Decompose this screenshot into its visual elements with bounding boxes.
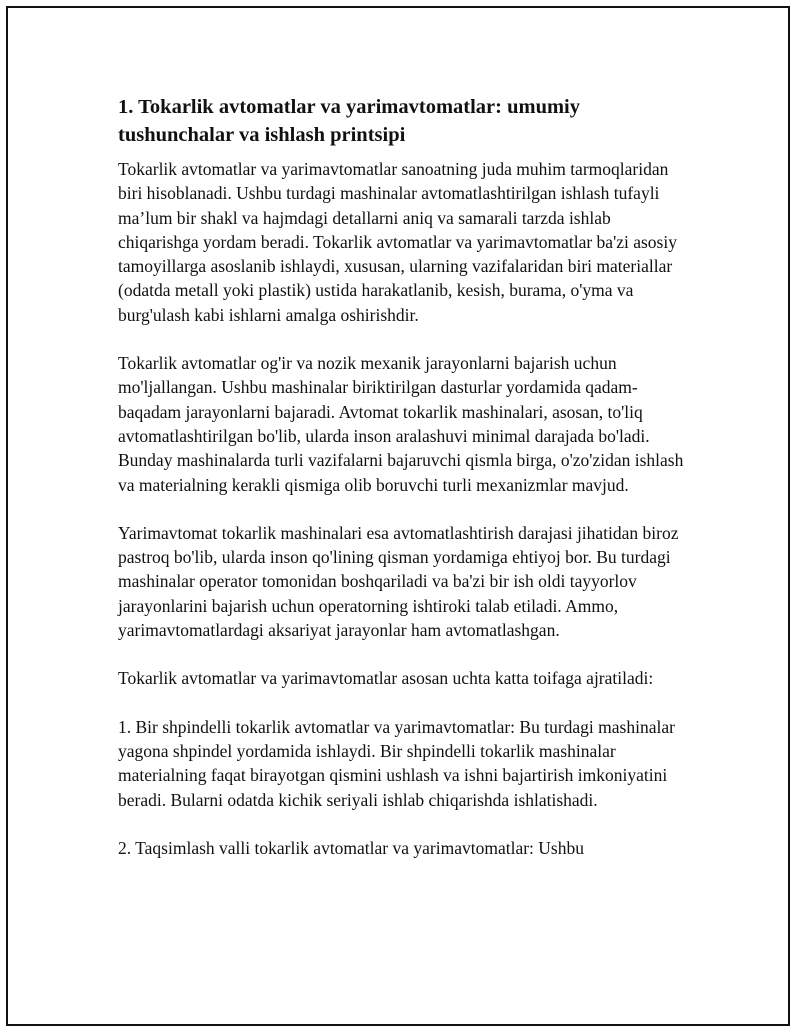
list-item-single-spindle: 1. Bir shpindelli tokarlik avtomatlar va yarimavtomatlar: Bu turdagi mashinalar yagona shpindel yordamida ishlaydi. Bir shpindelli tokarlik mashinalar materialning faqat birayotgan qismini ushlash va ishni bajartirish imkoniyatini beradi. Bularni odatda kichik seriyali ishlab chiqarishda ishlatishadi. xyxy=(118,716,675,810)
paragraph-semiautomatic-lathes: Yarimavtomat tokarlik mashinalari esa avtomatlashtirish darajasi jihatidan biroz pastroq bo'lib, ularda inson qo'lining qisman yordamiga ehtiyoj bor. Bu turdagi mashinalar operator tomonidan boshqariladi va ba'zi bir ish oldi tayyorlov jarayonlarini bajarish uchun operatorning ishtiroki talab etiladi. Ammo, yarimavtomatlardagi aksariyat jarayonlar ham avtomatlashgan. xyxy=(118,522,679,641)
paragraph-intro: Tokarlik avtomatlar va yarimavtomatlar sanoatning juda muhim tarmoqlaridan biri hisoblanadi. Ushbu turdagi mashinalar avtomatlashtirilgan ishlash tufayli ma’lum bir shakl va hajmdagi detallarni aniq va samarali tarzda ishlab chiqarishga yordam beradi. Tokarlik avtomatlar va yarimavtomatlar ba'zi asosiy tamoyillarga asoslanib ishlaydi, xususan, ularning vazifalaridan biri materiallar (odatda metall yoki plastik) ustida harakatlanib, kesish, burama, o'yma va burg'ulash kabi ishlarni amalga oshirishdir. xyxy=(118,159,677,325)
list-item-distribution-shaft: 2. Taqsimlash valli tokarlik avtomatlar va yarimavtomatlar: Ushbu xyxy=(118,837,584,858)
section-heading: 1. Tokarlik avtomatlar va yarimavtomatlar: umumiy tushunchalar va ishlash printsipi xyxy=(118,96,580,146)
paragraph-categories-intro: Tokarlik avtomatlar va yarimavtomatlar asosan uchta katta toifaga ajratiladi: xyxy=(118,668,654,689)
paragraph-automatic-lathes: Tokarlik avtomatlar og'ir va nozik mexanik jarayonlarni bajarish uchun mo'ljallangan. Ushbu mashinalar biriktirilgan dasturlar yordamida qadam-baqadam jarayonlarni bajaradi. Avtomat tokarlik mashinalari, asosan, to'liq avtomatlashtirilgan bo'lib, ularda inson aralashuvi minimal darajada bo'ladi. Bunday mashinalarda turli vazifalarni bajaruvchi qismla birga, o'zo'zidan ishlash va materialning kerakli qismiga olib boruvchi turli mexanizmlar mavjud. xyxy=(118,353,684,495)
document-body xyxy=(118,93,688,884)
